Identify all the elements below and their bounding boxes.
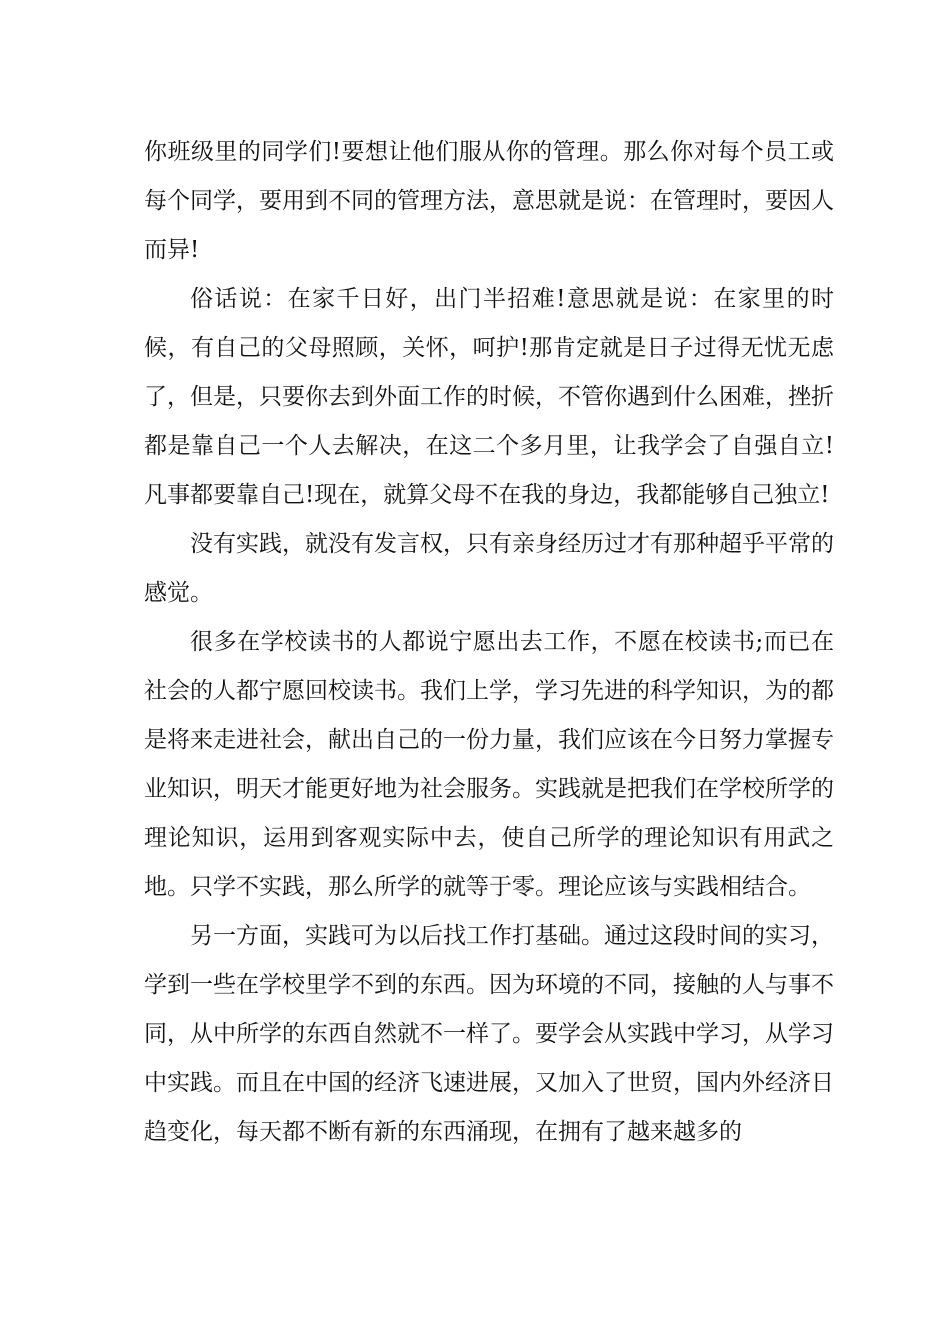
paragraph-5: 另一方面，实践可为以后找工作打基础。通过这段时间的实习，学到一些在学校里学不到的东西。因为环境的不同，接触的人与事不同，从中所学的东西自然就不一样了。要学会从实践中学习，从学习中实践。而且在中国的经济飞速进展，又加入了世贸，国内外经济日趋变化，每天都不断有新的东西涌现，在拥有了越来越多的 bbox=[144, 923, 834, 1145]
document-body bbox=[144, 128, 834, 1157]
paragraph-2: 俗话说：在家千日好，出门半招难!意思就是说：在家里的时候，有自己的父母照顾，关怀，呵护!那肯定就是日子过得无忧无虑了，但是，只要你去到外面工作的时候，不管你遇到什么困难，挫折都是靠自己一个人去解决，在这二个多月里，让我学会了自强自立!凡事都要靠自己!现在，就算父母不在我的身边，我都能够自己独立! bbox=[144, 286, 834, 508]
paragraph-1: 你班级里的同学们!要想让他们服从你的管理。那么你对每个员工或每个同学，要用到不同的管理方法，意思就是说：在管理时，要因人而异! bbox=[144, 139, 834, 263]
paragraph-4: 很多在学校读书的人都说宁愿出去工作，不愿在校读书;而已在社会的人都宁愿回校读书。我们上学，学习先进的科学知识，为的都是将来走进社会，献出自己的一份力量，我们应该在今日努力掌握专业知识，明天才能更好地为社会服务。实践就是把我们在学校所学的理论知识，运用到客观实际中去，使自己所学的理论知识有用武之地。只学不实践，那么所学的就等于零。理论应该与实践相结合。 bbox=[144, 629, 834, 900]
paragraph-3: 没有实践，就没有发言权，只有亲身经历过才有那种超乎平常的感觉。 bbox=[144, 531, 834, 606]
